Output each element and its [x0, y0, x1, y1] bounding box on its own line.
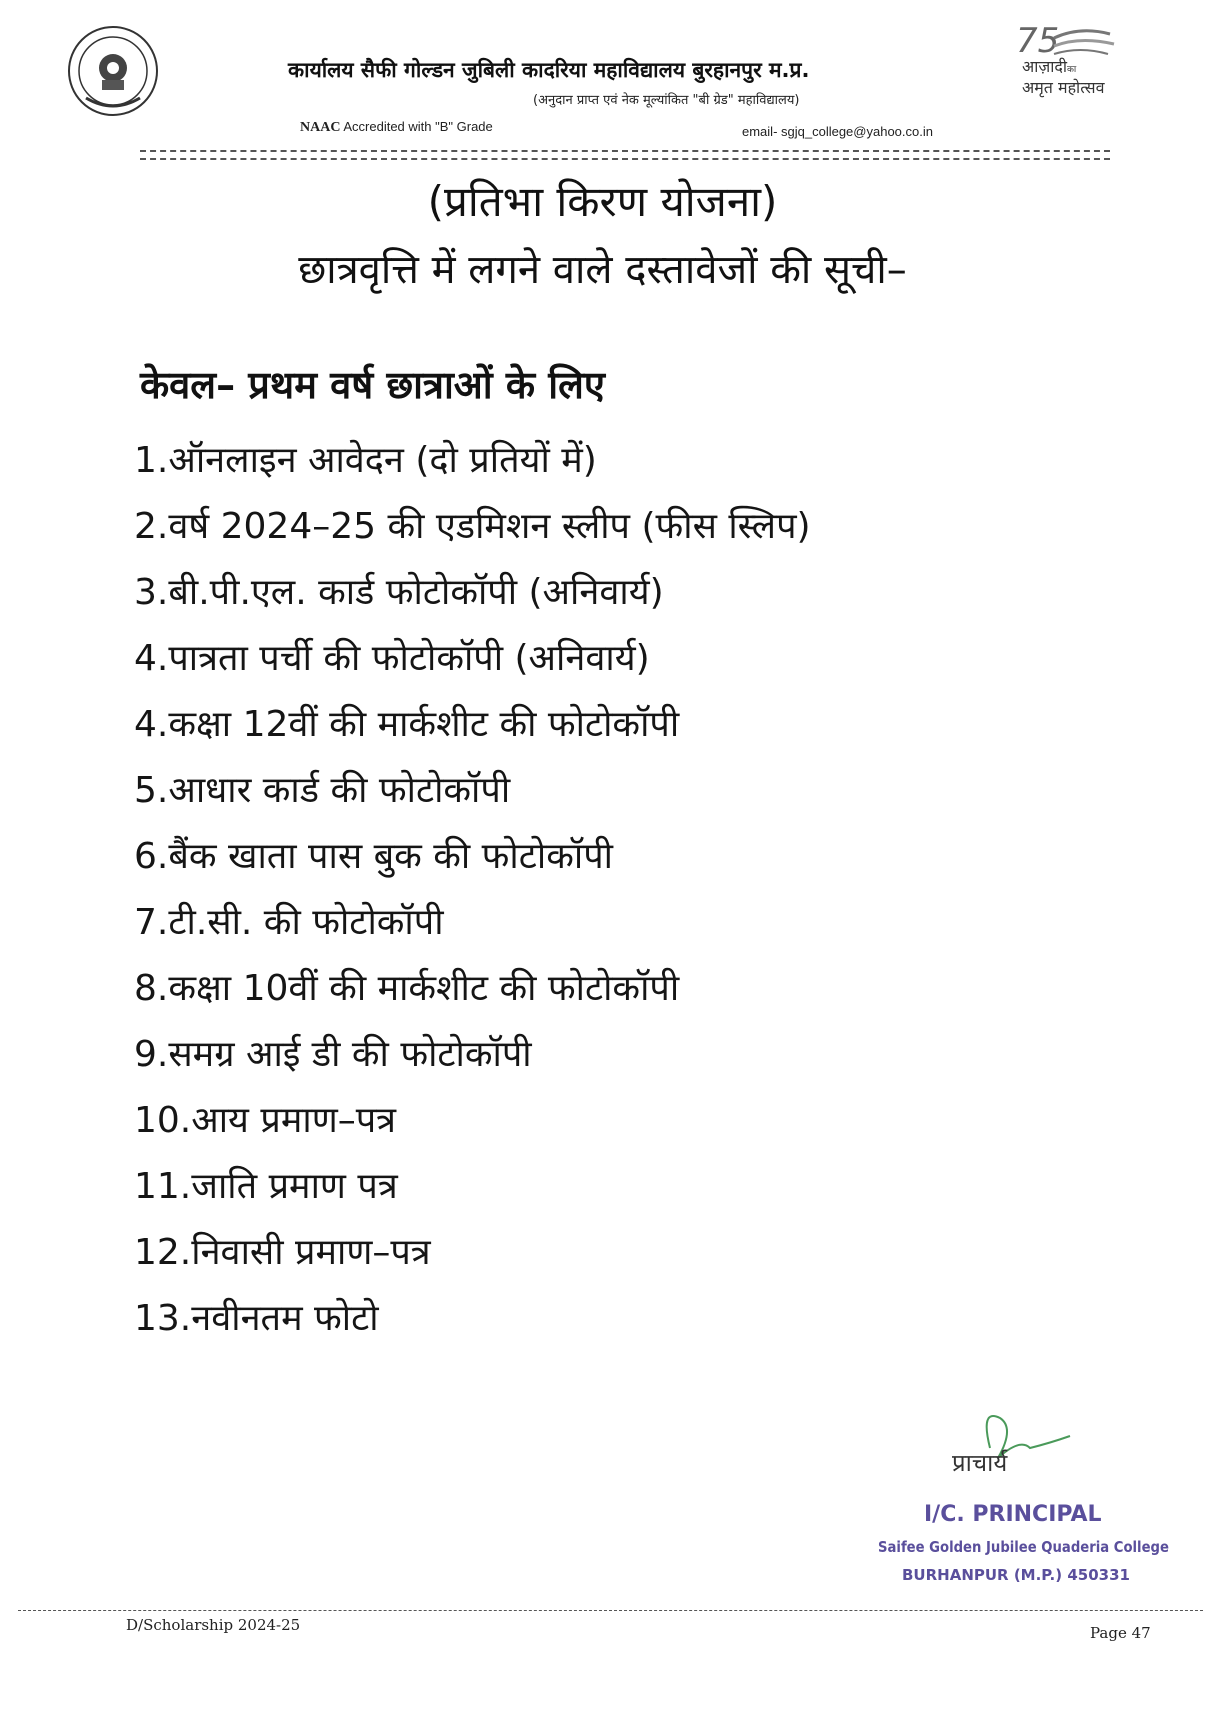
list-item: 2.वर्ष 2024–25 की एडमिशन स्लीप (फीस स्लिप): [134, 506, 811, 547]
principal-label: प्राचार्य: [952, 1449, 1008, 1477]
list-item: 3.बी.पी.एल. कार्ड फोटोकॉपी (अनिवार्य): [134, 572, 664, 613]
list-item: 6.बैंक खाता पास बुक की फोटोकॉपी: [134, 836, 613, 877]
college-subtitle: (अनुदान प्राप्त एवं नेक मूल्यांकित "बी ग्रेड" महाविद्यालय): [533, 93, 800, 108]
college-seal-logo: [66, 24, 160, 118]
footer-reference: D/Scholarship 2024-25: [126, 1616, 301, 1634]
college-name-heading: कार्यालय सैफी गोल्डन जुबिली कादरिया महाविद्यालय बुरहानपुर म.प्र.: [288, 58, 810, 82]
azadi-line1: आज़ादी: [1022, 57, 1068, 76]
list-item: 10.आय प्रमाण–पत्र: [134, 1100, 397, 1141]
azadi-ka: का: [1067, 65, 1077, 75]
college-email: email- sgjq_college@yahoo.co.in: [742, 124, 933, 139]
list-item: 13.नवीनतम फोटो: [134, 1298, 379, 1339]
list-item: 4.कक्षा 12वीं की मार्कशीट की फोटोकॉपी: [134, 704, 680, 745]
list-item: 9.समग्र आई डी की फोटोकॉपी: [134, 1034, 532, 1075]
section-heading: केवल– प्रथम वर्ष छात्राओं के लिए: [140, 363, 605, 407]
footer-divider: [18, 1610, 1205, 1611]
required-documents-list: [134, 428, 811, 1352]
azadi-line2: अमृत महोत्सव: [1022, 78, 1105, 97]
list-item: 4.पात्रता पर्ची की फोटोकॉपी (अनिवार्य): [134, 638, 650, 679]
naac-accreditation: [300, 119, 493, 136]
page-number: Page 47: [1090, 1624, 1151, 1642]
scheme-title: (प्रतिभा किरण योजना): [427, 177, 778, 226]
azadi-text: [1022, 58, 1105, 97]
accreditation-text: Accredited with "B" Grade: [343, 119, 493, 134]
list-item: 5.आधार कार्ड की फोटोकॉपी: [134, 770, 511, 811]
stamp-title: I/C. PRINCIPAL: [924, 1502, 1102, 1527]
list-item: 1.ऑनलाइन आवेदन (दो प्रतियों में): [134, 440, 597, 481]
stamp-address: BURHANPUR (M.P.) 450331: [902, 1566, 1130, 1584]
document-list-heading: छात्रवृत्ति में लगने वाले दस्तावेजों की सूची–: [298, 247, 907, 293]
stamp-college: Saifee Golden Jubilee Quaderia College: [878, 1538, 1169, 1556]
header-divider: [140, 150, 1110, 160]
list-item: 12.निवासी प्रमाण–पत्र: [134, 1232, 431, 1273]
naac-label: NAAC: [300, 120, 341, 135]
svg-text:75: 75: [1016, 21, 1060, 61]
list-item: 11.जाति प्रमाण पत्र: [134, 1166, 398, 1207]
list-item: 8.कक्षा 10वीं की मार्कशीट की फोटोकॉपी: [134, 968, 680, 1009]
list-item: 7.टी.सी. की फोटोकॉपी: [134, 902, 444, 943]
